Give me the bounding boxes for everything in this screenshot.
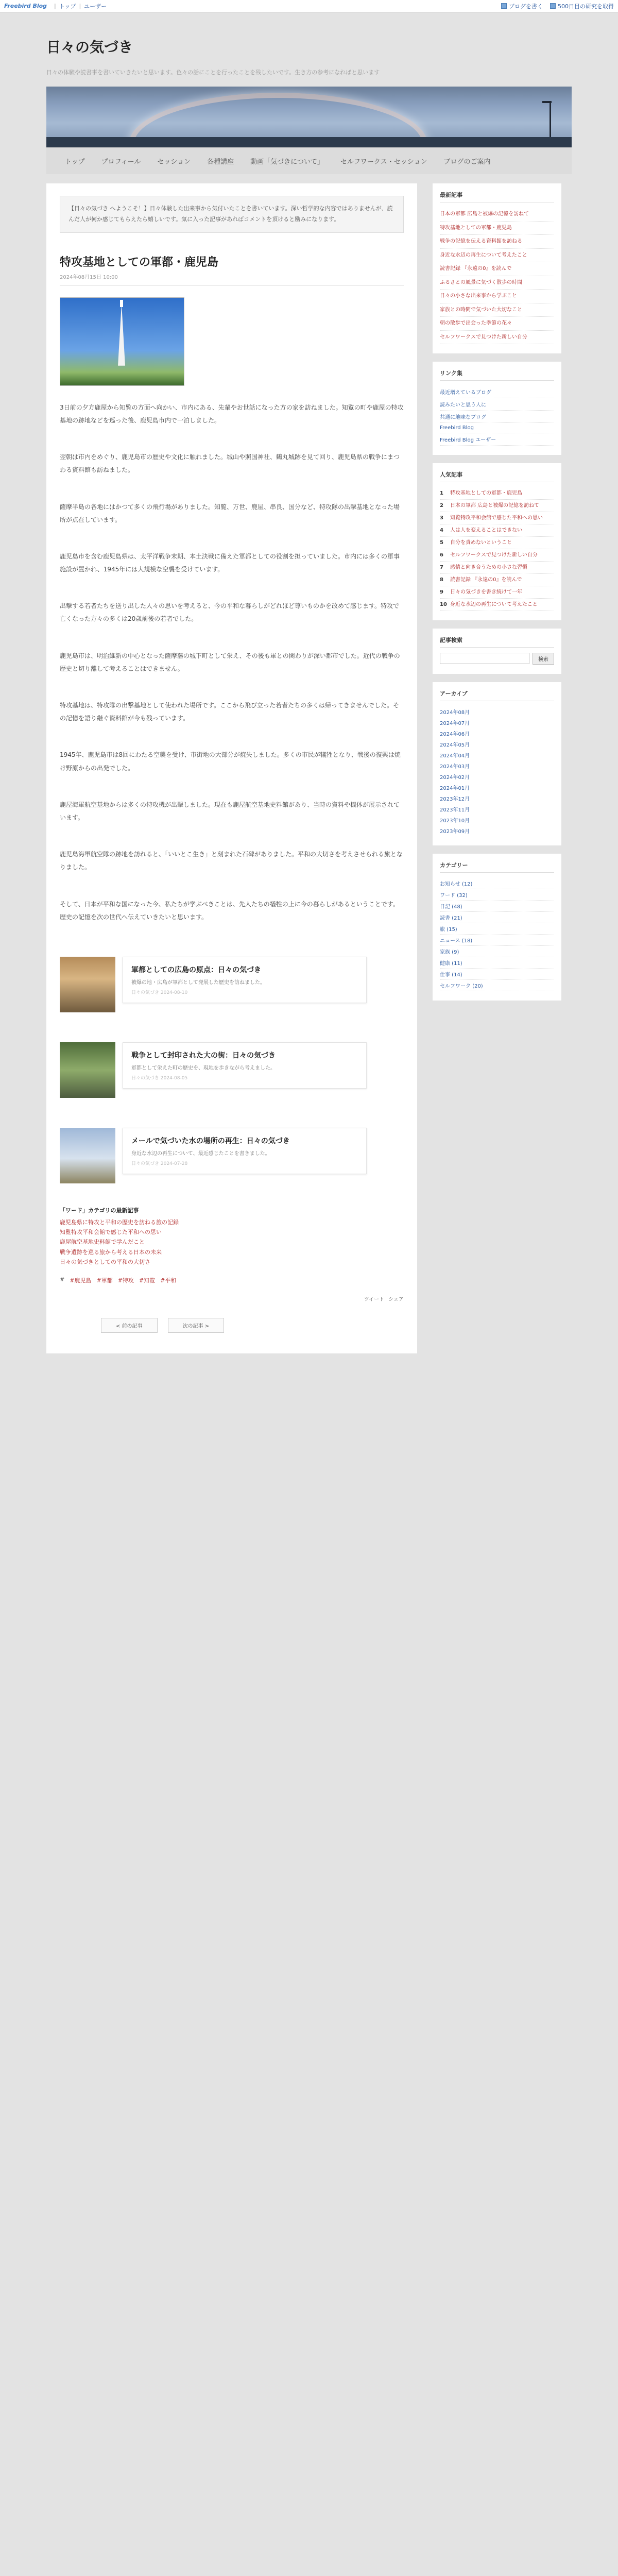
archive-link[interactable]: 2023年10月	[440, 818, 470, 824]
category-latest-link[interactable]: 鹿児島県に特攻と平和の歴史を訪ねる旅の記録	[60, 1218, 179, 1226]
post-pager	[101, 1318, 404, 1333]
related-articles	[60, 950, 404, 1191]
book-icon	[550, 3, 556, 9]
next-post-button[interactable]: 次の記事 >	[168, 1318, 225, 1333]
post-title: 特攻基地としての軍都・鹿児島	[60, 256, 219, 269]
popular-post-link[interactable]: 10 身近な水辺の再生について考えたこと	[440, 599, 554, 611]
related-summary: 身近な水辺の再生について、最近感じたことを書きました。	[131, 1150, 270, 1157]
pencil-icon	[501, 3, 507, 9]
archive-link[interactable]: 2024年06月	[440, 732, 470, 737]
popular-post-link[interactable]: 1 特攻基地としての軍都・鹿児島	[440, 487, 554, 500]
header-banner-image	[46, 87, 572, 147]
post-paragraph: 3日前の夕方鹿屋から知覧の方面へ向かい、市内にある、先輩やお世話になった方の家を訪ねました。知覧の町や鹿屋の特攻基地の跡地などを巡った後、鹿児島市内で一泊しました。	[60, 403, 404, 424]
recent-post-link[interactable]: セルフワークスで見つけた新しい自分	[440, 331, 554, 345]
archive-link[interactable]: 2023年12月	[440, 796, 470, 802]
archive-link[interactable]: 2024年02月	[440, 775, 470, 781]
post-paragraph: 鹿屋海軍航空基地からは多くの特攻機が出撃しました。現在も鹿屋航空基地史料館があり、当時の資料や機体が展示されています。	[60, 801, 400, 821]
category-box	[433, 854, 561, 1001]
recent-post-link[interactable]: 読書記録 『永遠の0』を読んで	[440, 262, 554, 276]
related-title[interactable]: 戦争として封印された大の街：日々の気づき	[131, 1051, 276, 1060]
nav-blog-guide[interactable]: ブログのご案内	[443, 158, 491, 166]
post-paragraph: 薩摩半島の各地にはかつて多くの飛行場がありました。知覧、万世、鹿屋、串良、国分など、特攻隊の出撃基地となった場所が点在しています。	[60, 503, 400, 523]
nav-top[interactable]: トップ	[65, 158, 85, 166]
topbar-nav-top[interactable]: トップ	[59, 3, 76, 10]
tag-link[interactable]: #鹿児島	[70, 1277, 92, 1284]
prev-post-button[interactable]: < 前の記事	[101, 1318, 158, 1333]
recent-post-link[interactable]: 日々の小さな出来事から学ぶこと	[440, 290, 554, 303]
post-date: 2024年08月15日 10:00	[60, 273, 404, 286]
tag-link[interactable]: #軍都	[96, 1277, 113, 1284]
topbar-actions	[501, 2, 614, 10]
related-thumbnail[interactable]	[60, 1042, 115, 1098]
external-link[interactable]: Freebird Blog ユーザー	[440, 433, 554, 446]
category-link[interactable]: ニュース (18)	[440, 935, 554, 946]
sidebar	[433, 183, 561, 1353]
category-link[interactable]: ワード (32)	[440, 889, 554, 901]
recent-post-link[interactable]: ふるさとの風景に気づく散歩の時間	[440, 276, 554, 290]
category-latest-link[interactable]: 鹿屋航空基地史料館で学んだこと	[60, 1239, 145, 1246]
nav-video[interactable]: 動画「気づきについて」	[250, 158, 324, 166]
links-heading: リンク集	[440, 369, 554, 381]
post-paragraph: そして、日本が平和な国になった今、私たちが学ぶべきことは、先人たちの犠牲の上に今の暮らしがあるということです。歴史の記憶を次の世代へ伝えていきたいと思います。	[60, 900, 399, 921]
search-heading: 記事検索	[440, 636, 554, 648]
recent-post-link[interactable]: 家族との時間で気づいた大切なこと	[440, 303, 554, 317]
category-link[interactable]: 読書 (21)	[440, 912, 554, 923]
category-link[interactable]: 家族 (9)	[440, 946, 554, 957]
tag-link[interactable]: #平和	[160, 1277, 177, 1284]
nav-profile[interactable]: プロフィール	[101, 158, 141, 166]
popular-post-link[interactable]: 8 読書記録 『永遠の0』を読んで	[440, 574, 554, 586]
site-title[interactable]: 日々の気づき	[46, 39, 133, 56]
category-latest-list	[60, 1217, 404, 1267]
search-box	[433, 629, 561, 674]
category-link[interactable]: 仕事 (14)	[440, 969, 554, 980]
service-logo[interactable]: Freebird Blog	[4, 3, 47, 9]
links-box	[433, 362, 561, 455]
recent-posts-heading: 最新記事	[440, 191, 554, 202]
related-article[interactable]	[60, 1121, 404, 1191]
category-link[interactable]: 健康 (11)	[440, 957, 554, 969]
external-link[interactable]: Freebird Blog	[440, 423, 554, 433]
search-button[interactable]: 検索	[533, 653, 554, 665]
archive-link[interactable]: 2024年05月	[440, 742, 470, 748]
related-article[interactable]	[60, 1035, 404, 1105]
recent-post-link[interactable]: 朝の散歩で出会った季節の花々	[440, 317, 554, 331]
nav-session[interactable]: セッション	[157, 158, 191, 166]
post-paragraph: 特攻基地は、特攻隊の出撃基地として使われた場所です。ここから飛び立った若者たちの多くは帰ってきませんでした。その記憶を語り継ぐ資料館が今も残っています。	[60, 702, 400, 722]
archive-link[interactable]: 2023年09月	[440, 829, 470, 835]
share-button[interactable]: シェア	[388, 1297, 404, 1303]
related-thumbnail[interactable]	[60, 1128, 115, 1183]
archive-heading: アーカイブ	[440, 689, 554, 701]
tag-icon: #	[60, 1276, 65, 1283]
related-summary: 被爆の地・広島が軍都として発展した歴史を訪ねました。	[131, 979, 265, 986]
external-link[interactable]: 読みたいと思う人に	[440, 398, 554, 411]
site-header	[46, 12, 572, 87]
post-paragraph: 鹿児島市は、明治維新の中心となった薩摩藩の城下町として栄え、その後も軍との関わりが深い都市でした。近代の戦争の歴史と切り離して考えることはできません。	[60, 652, 400, 672]
external-link[interactable]: 共通に地味なブログ	[440, 411, 554, 423]
recent-post-link[interactable]: 身近な水辺の再生について考えたこと	[440, 249, 554, 263]
archive-link[interactable]: 2024年07月	[440, 721, 470, 726]
post-paragraph: 1945年、鹿児島市は8回にわたる空襲を受け、市街地の大部分が焼失しました。多くの市民が犠牲となり、戦後の復興は焼け野原からの出発でした。	[60, 751, 401, 772]
research-link[interactable]: 500日目の研究を取得	[550, 2, 614, 10]
related-meta: 日々の気づき 2024-08-05	[131, 1075, 188, 1081]
category-latest-heading: 「ワード」カテゴリの最新記事	[60, 1207, 139, 1214]
recent-post-link[interactable]: 特攻基地としての軍都・鹿児島	[440, 222, 554, 235]
global-nav	[46, 147, 572, 174]
archive-link[interactable]: 2023年11月	[440, 807, 470, 813]
category-link[interactable]: お知らせ (12)	[440, 878, 554, 889]
recent-post-link[interactable]: 日本の軍都 広島と被爆の記憶を訪ねて	[440, 208, 554, 222]
related-summary: 軍都として栄えた町の歴史を、現地を歩きながら考えました。	[131, 1065, 276, 1071]
popular-post-link[interactable]: 9 日々の気づきを書き続けて一年	[440, 586, 554, 599]
popular-post-link[interactable]: 2 日本の軍都 広島と被爆の記憶を訪ねて	[440, 500, 554, 512]
category-latest-link[interactable]: 知覧特攻平和会館で感じた平和への思い	[60, 1229, 162, 1236]
tag-link[interactable]: #特攻	[117, 1277, 134, 1284]
site-description: 日々の体験や読書事を書いていきたいと思います。色々の話にことを行ったことを残したいです。生き方の参考になればと思います	[46, 69, 380, 76]
popular-post-link[interactable]: 6 セルフワークスで見つけた新しい自分	[440, 549, 554, 562]
tweet-button[interactable]: ツイート	[364, 1297, 385, 1303]
category-link[interactable]: セルフワーク (20)	[440, 980, 554, 991]
category-link[interactable]: 日記 (48)	[440, 901, 554, 912]
archive-link[interactable]: 2024年08月	[440, 710, 470, 716]
top-bar: Freebird Blog | トップ | ユーザー ブログを書く 500日目の研究を取得	[0, 0, 618, 12]
nav-courses[interactable]: 各種講座	[207, 158, 234, 166]
share-bar	[60, 1295, 404, 1302]
post-paragraph: 鹿児島海軍航空隊の跡地を訪れると、「いいとこ生き」と刻まれた石碑がありました。平和の大切さを考えさせられる旅となりました。	[60, 851, 403, 871]
category-link[interactable]: 旅 (15)	[440, 923, 554, 935]
welcome-notice: 【日々の気づき へようこそ！】日々体験した出来事から気付いたことを書いています。深い哲学的な内容ではありませんが、読んだ人が何か感じてもらえたら嬉しいです。気に入った記事があればコメントを頂けると励みになります。	[60, 196, 404, 233]
recent-post-link[interactable]: 戦争の記憶を伝える資料館を訪ねる	[440, 235, 554, 249]
post-paragraph: 鹿児島市を含む鹿児島県は、太平洋戦争末期、本土決戦に備えた軍都としての役割を担っていました。市内には多くの軍事施設が置かれ、1945年には大規模な空襲を受けています。	[60, 552, 400, 573]
search-input[interactable]	[440, 653, 529, 664]
category-latest-link[interactable]: 戦争遺跡を巡る旅から考える日本の未来	[60, 1248, 162, 1256]
popular-heading: 人気記事	[440, 470, 554, 482]
archive-link[interactable]: 2024年03月	[440, 764, 470, 770]
recent-posts-box	[433, 183, 561, 353]
post-paragraph: 出撃する若者たちを送り出した人々の思いを考えると、今の平和な暮らしがどれほど尊いものかを改めて感じます。特攻で亡くなった方々の多くは20歳前後の若者でした。	[60, 602, 400, 623]
nav-selfworks[interactable]: セルフワークス・セッション	[340, 158, 427, 166]
related-title[interactable]: 軍都としての広島の原点：日々の気づき	[131, 965, 261, 974]
article-column	[46, 183, 417, 1353]
popular-post-link[interactable]: 3 知覧特攻平和会館で感じた平和への思い	[440, 512, 554, 524]
popular-posts-box	[433, 463, 561, 620]
related-meta: 日々の気づき 2024-07-28	[131, 1161, 188, 1166]
archive-link[interactable]: 2024年04月	[440, 753, 470, 759]
popular-post-link[interactable]: 4 人は人を変えることはできない	[440, 524, 554, 537]
post-tags	[60, 1276, 404, 1284]
popular-post-link[interactable]: 5 自分を責めないということ	[440, 537, 554, 549]
category-heading: カテゴリー	[440, 861, 554, 873]
related-title[interactable]: メールで気づいた水の場所の再生：日々の気づき	[131, 1137, 290, 1145]
category-latest-link[interactable]: 日々の気づきとしての平和の大切さ	[60, 1258, 150, 1265]
popular-post-link[interactable]: 7 感情と向き合うための小さな習慣	[440, 562, 554, 574]
post-photo[interactable]	[60, 297, 184, 386]
related-article[interactable]	[60, 950, 404, 1020]
write-blog-link[interactable]: ブログを書く	[501, 2, 543, 10]
topbar-nav-user[interactable]: ユーザー	[84, 3, 107, 10]
post-paragraph: 翌朝は市内をめぐり、鹿児島市の歴史や文化に触れました。城山や照国神社、鶴丸城跡を見て回り、鹿児島県の戦争にまつわる資料館も訪ねました。	[60, 453, 400, 474]
related-thumbnail[interactable]	[60, 957, 115, 1012]
external-link[interactable]: 最近増えているブログ	[440, 386, 554, 398]
archive-box	[433, 682, 561, 845]
archive-link[interactable]: 2024年01月	[440, 786, 470, 791]
related-meta: 日々の気づき 2024-08-10	[131, 990, 188, 995]
tag-link[interactable]: #知覧	[139, 1277, 156, 1284]
